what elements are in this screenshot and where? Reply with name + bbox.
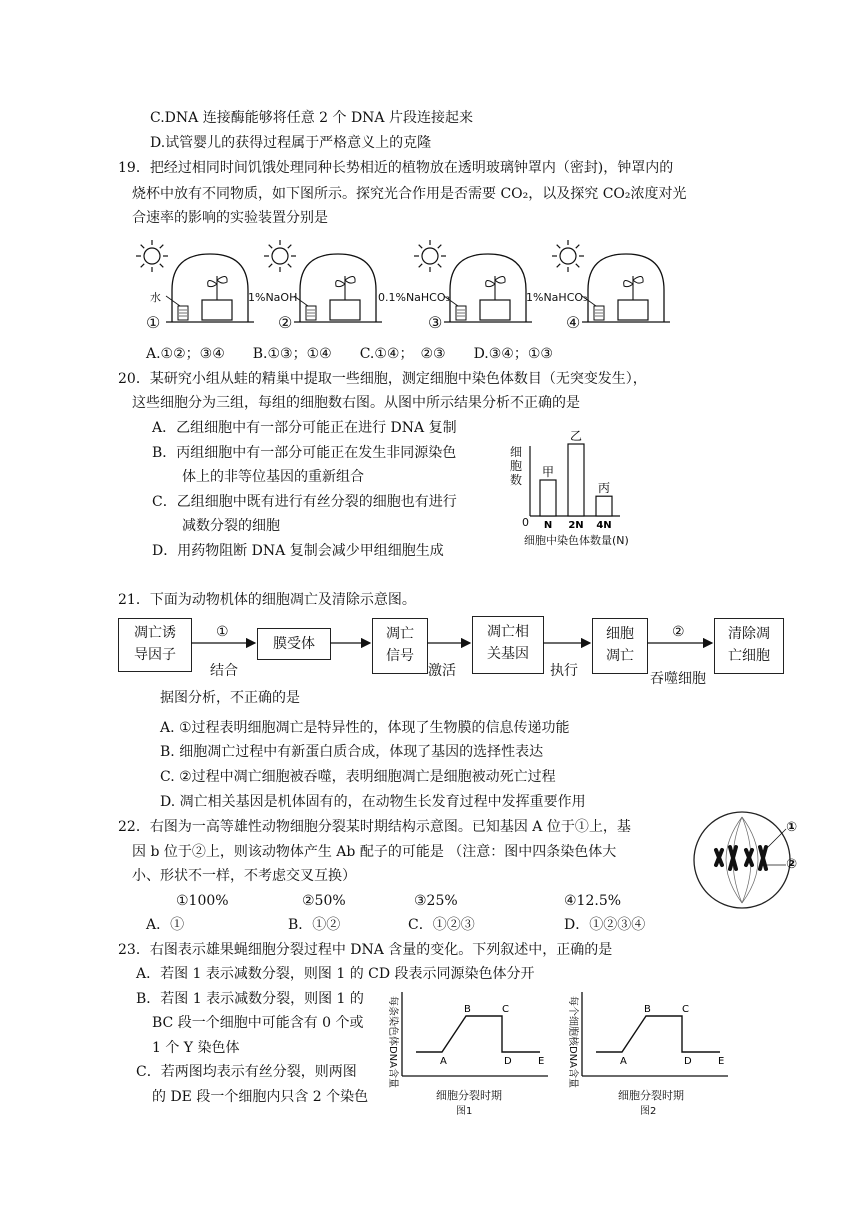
sun-icon — [272, 248, 288, 264]
q19-stem-3: 合速率的影响的实验装置分别是 — [132, 210, 328, 226]
bar-label-N: 甲 — [541, 465, 555, 479]
point-C: C — [502, 1004, 509, 1015]
q23-graph1-xlabel: 细胞分裂时期 — [436, 1089, 502, 1102]
q19-label-4: 1%NaHCO₃ — [526, 291, 588, 304]
flow-box-clearance-line2: 亡细胞 — [728, 648, 770, 664]
q20-option-b1: B．丙组细胞中有一部分可能正在发生非同源染色 — [152, 445, 457, 461]
flow-box-signal-line1: 凋亡 — [386, 626, 414, 642]
q23-stem: 23．右图表示雄果蝇细胞分裂过程中 DNA 含量的变化。下列叙述中，正确的是 — [118, 942, 613, 958]
q19-num-4: ④ — [566, 313, 581, 332]
q20-option-a: A．乙组细胞中有一部分可能正在进行 DNA 复制 — [152, 420, 457, 436]
flow-box-apoptosis-line2: 凋亡 — [606, 648, 634, 664]
flow-box-inducer-line1: 凋亡诱 — [134, 625, 176, 641]
q21-option-a: A. ①过程表明细胞凋亡是特异性的，体现了生物膜的信息传递功能 — [160, 720, 570, 736]
q23-graph1-caption: 图1 — [456, 1106, 473, 1117]
point-E: E — [718, 1056, 725, 1067]
point-B: B — [644, 1004, 651, 1015]
dna-curve — [596, 1016, 720, 1052]
q23-option-b2: BC 段一个细胞中可能含有 0 个或 — [152, 1015, 364, 1031]
q19-options: A.①②；③④ B.①③；①④ C.①④； ②③ D.③④；①③ — [146, 346, 553, 362]
q22-option-b: B．①② — [288, 917, 341, 933]
setup-4 — [552, 240, 670, 322]
q19-label-2: 1%NaOH — [248, 291, 298, 304]
q22-prob-3: ③25% — [414, 893, 458, 909]
tick-N: N — [543, 520, 553, 531]
q21-sub-stem: 据图分析，不正确的是 — [160, 690, 300, 706]
q22-stem-3: 小、形状不一样，不考虑交叉互换） — [132, 868, 356, 884]
q20-chart-ylabel-3: 数 — [510, 473, 523, 487]
point-B: B — [464, 1004, 471, 1015]
q23-option-c1: C．若两图均表示有丝分裂，则两图 — [136, 1064, 357, 1080]
tick-2N: 2N — [568, 520, 584, 531]
q21-option-b: B. 细胞凋亡过程中有新蛋白质合成，体现了基因的选择性表达 — [160, 744, 544, 760]
setup-2 — [264, 240, 382, 322]
flow-phagocyte-label: 吞噬细胞 — [650, 671, 706, 687]
q23-option-a: A．若图 1 表示减数分裂，则图 1 的 CD 段表示同源染色体分开 — [136, 966, 535, 982]
bar-2N — [568, 444, 584, 516]
sun-icon — [422, 248, 438, 264]
dna-curve — [416, 1016, 540, 1052]
flow-step-1-label: ① — [216, 624, 229, 640]
setup-1 — [136, 240, 254, 322]
sun-icon — [560, 248, 576, 264]
q21-option-c: C. ②过程中凋亡细胞被吞噬，表明细胞凋亡是细胞被动死亡过程 — [160, 769, 556, 785]
bar-4N — [596, 496, 612, 516]
point-D: D — [504, 1056, 512, 1067]
q20-chart-xlabel: 细胞中染色体数量(N) — [524, 534, 629, 547]
q23-graph2-caption: 图2 — [640, 1106, 657, 1117]
q23-option-b1: B．若图 1 表示减数分裂，则图 1 的 — [136, 991, 364, 1007]
q19-stem-2: 烧杯中放有不同物质，如下图所示。探究光合作用是否需要 CO₂，以及探究 CO₂浓度对光 — [132, 186, 687, 202]
flow-box-apoptosis-line1: 细胞 — [606, 626, 634, 642]
q20-option-c2: 减数分裂的细胞 — [182, 518, 280, 534]
bar-label-4N: 丙 — [597, 481, 611, 496]
flow-box-genes-line2: 关基因 — [487, 646, 529, 662]
q20-chart-origin: 0 — [522, 516, 529, 529]
plant-pot — [330, 300, 360, 320]
q20-chart-ylabel-1: 细 — [510, 445, 523, 459]
q18-option-c: C.DNA 连接酶能够将任意 2 个 DNA 片段连接起来 — [150, 110, 473, 126]
flow-box-signal-line2: 信号 — [386, 648, 414, 664]
bell-jar — [300, 254, 376, 322]
q20-stem-1: 20．某研究小组从蛙的精巢中提取一些细胞，测定细胞中染色体数目（无突变发生）， — [118, 371, 647, 387]
q23-graph1-ylabel: 每条染色体DNA含量 — [387, 995, 399, 1089]
setup-3 — [414, 240, 532, 322]
q22-stem-1: 22．右图为一高等雄性动物细胞分裂某时期结构示意图。已知基因 A 位于①上，基 — [118, 819, 631, 835]
q21-option-d: D. 凋亡相关基因是机体固有的，在动物生长发育过程中发挥重要作用 — [160, 794, 586, 810]
q22-option-c: C．①②③ — [408, 917, 475, 933]
q19-label-1: 水 — [150, 291, 161, 304]
bar-N — [540, 480, 556, 516]
flow-activate-label: 激活 — [428, 663, 456, 679]
flow-box-receptor: 膜受体 — [257, 628, 331, 660]
tick-4N: 4N — [596, 520, 612, 531]
q22-option-a: A．① — [146, 917, 185, 933]
point-A: A — [620, 1056, 627, 1067]
q23-option-c2: 的 DE 段一个细胞内只含 2 个染色 — [152, 1089, 369, 1105]
q22-prob-4: ④12.5% — [564, 893, 622, 909]
bar-label-2N: 乙 — [569, 429, 583, 443]
flow-step-2-label: ② — [672, 624, 685, 640]
q22-prob-1: ①100% — [176, 893, 229, 909]
flow-bind-label: 结合 — [210, 663, 238, 679]
point-C: C — [682, 1004, 689, 1015]
sun-icon — [144, 248, 160, 264]
q20-option-d: D．用药物阻断 DNA 复制会减少甲组细胞生成 — [152, 543, 444, 559]
q23-option-b3: 1 个 Y 染色体 — [152, 1040, 240, 1056]
q23-graph2-xlabel: 细胞分裂时期 — [618, 1089, 684, 1102]
q20-option-c1: C．乙组细胞中既有进行有丝分裂的细胞也有进行 — [152, 494, 457, 510]
plant-pot — [202, 300, 232, 320]
plant-pot — [618, 300, 648, 320]
q22-option-d: D．①②③④ — [564, 917, 646, 933]
bell-jar — [450, 254, 526, 322]
point-E: E — [538, 1056, 545, 1067]
q18-option-d: D.试管婴儿的获得过程属于严格意义上的克隆 — [150, 135, 432, 151]
q20-stem-2: 这些细胞分为三组，每组的细胞数右图。从图中所示结果分析不正确的是 — [132, 395, 580, 411]
flow-box-genes-line1: 凋亡相 — [487, 624, 529, 640]
q19-num-1: ① — [146, 313, 161, 332]
q19-num-3: ③ — [428, 313, 443, 332]
q20-option-b2: 体上的非等位基因的重新组合 — [182, 469, 364, 485]
q22-marker-1: ① — [786, 820, 798, 835]
flow-box-inducer-line2: 导因子 — [134, 647, 176, 663]
q22-prob-2: ②50% — [302, 893, 346, 909]
bell-jar — [172, 254, 248, 322]
q21-stem: 21．下面为动物机体的细胞凋亡及清除示意图。 — [118, 592, 416, 608]
point-A: A — [440, 1056, 447, 1067]
flow-box-clearance-line1: 清除凋 — [728, 626, 770, 642]
q19-num-2: ② — [278, 313, 293, 332]
q23-graph2-ylabel: 每个细胞核DNA含量 — [567, 995, 579, 1089]
bell-jar — [588, 254, 664, 322]
point-D: D — [684, 1056, 692, 1067]
q19-stem-1: 19．把经过相同时间饥饿处理同种长势相近的植物放在透明玻璃钟罩内（密封)，钟罩内的 — [118, 160, 674, 176]
flow-execute-label: 执行 — [550, 663, 578, 679]
q22-marker-2: ② — [786, 857, 798, 872]
q22-stem-2: 因 b 位于②上，则该动物体产生 Ab 配子的可能是 （注意：图中四条染色体大 — [132, 844, 617, 860]
plant-pot — [480, 300, 510, 320]
q19-label-3: 0.1%NaHCO₃ — [378, 291, 450, 304]
q20-chart-ylabel-2: 胞 — [510, 459, 523, 473]
